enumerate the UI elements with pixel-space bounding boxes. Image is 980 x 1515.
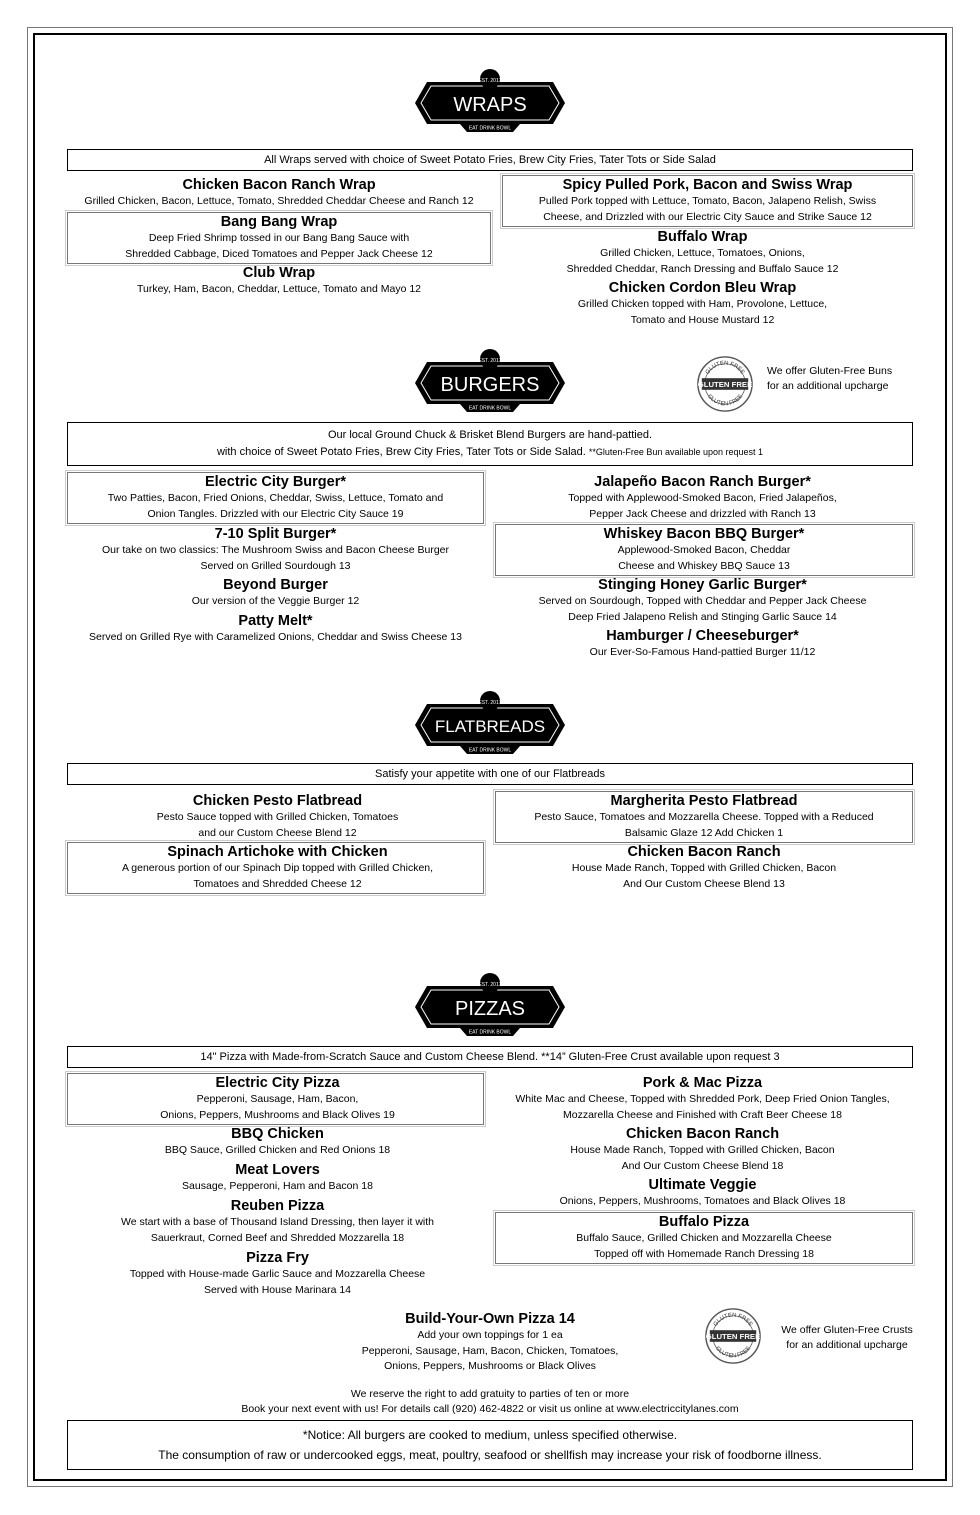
item-desc: Pesto Sauce, Tomatoes and Mozzarella Cheese. Topped with a Reduced <box>534 811 874 823</box>
item-title: Stinging Honey Garlic Burger* <box>598 577 807 593</box>
pizzas-logo-tagline: EAT DRINK BOWL <box>468 1029 512 1036</box>
burgers-logo-title: BURGERS <box>440 374 540 396</box>
item-desc: BBQ Sauce, Grilled Chicken and Red Onions 18 <box>164 1144 391 1156</box>
item-desc: Topped with Applewood-Smoked Bacon, Fried Jalapeños, <box>568 492 837 504</box>
wraps-item-chicken-bacon-ranch <box>67 177 491 210</box>
burgers-item-jalapeno-bacon-ranch <box>492 474 913 522</box>
gluten-free-badge-icon <box>704 1307 762 1365</box>
item-desc: Buffalo Sauce, Grilled Chicken and Mozzarella Cheese <box>576 1232 832 1244</box>
item-desc: A generous portion of our Spinach Dip topped with Grilled Chicken, <box>121 862 434 874</box>
gf-note-line: We offer Gluten-Free Crusts <box>781 1324 913 1336</box>
wraps-item-cordon-bleu <box>492 280 913 328</box>
footer-gratuity: We reserve the right to add gratuity to parties of ten or more <box>350 1388 630 1400</box>
item-title: Whiskey Bacon BBQ Burger* <box>603 526 805 542</box>
pizzas-banner-text: 14" Pizza with Made-from-Scratch Sauce and Custom Cheese Blend. **14” Gluten-Free Crust available upon request 3 <box>200 1050 780 1063</box>
burgers-item-stinging-honey-garlic <box>492 577 913 625</box>
item-desc: Applewood-Smoked Bacon, Cheddar <box>617 544 791 556</box>
item-desc: Onions, Peppers, Mushrooms or Black Olives <box>384 1360 596 1372</box>
item-title: Margherita Pesto Flatbread <box>610 793 798 809</box>
burgers-logo-tagline: EAT DRINK BOWL <box>468 405 512 412</box>
flatbreads-logo-year: 2017 <box>490 700 502 706</box>
gf-note-line: We offer Gluten-Free Buns <box>767 365 893 377</box>
wraps-banner <box>67 149 913 171</box>
wraps-logo <box>405 68 575 138</box>
pizzas-logo-title: PIZZAS <box>454 998 526 1020</box>
item-desc: White Mac and Cheese, Topped with Shredded Pork, Deep Fried Onion Tangles, <box>515 1093 890 1105</box>
item-desc: Topped off with Homemade Ranch Dressing 18 <box>594 1247 814 1260</box>
item-desc: Grilled Chicken, Lettuce, Tomatoes, Onions, <box>600 247 805 259</box>
item-title: BBQ Chicken <box>231 1126 324 1142</box>
footer-booking: Book your next event with us! For details call (920) 462-4822 or visit us online at www.electriccitylanes.com <box>241 1403 739 1415</box>
gf-ring-bottom: GLUTEN FREE <box>713 1345 753 1360</box>
item-title: Chicken Bacon Ranch <box>625 1126 780 1142</box>
item-desc: And Our Custom Cheese Blend 13 <box>623 877 785 890</box>
item-desc: Mozzarella Cheese and Finished with Craft Beer Cheese 18 <box>563 1108 842 1121</box>
item-title: Chicken Pesto Flatbread <box>192 793 363 809</box>
item-title: Jalapeño Bacon Ranch Burger* <box>594 474 811 490</box>
burgers-banner-line-2: with choice of Sweet Potato Fries, Brew City Fries, Tater Tots or Side Salad. <box>216 446 586 458</box>
item-title: Club Wrap <box>242 265 316 281</box>
item-title: Hamburger / Cheeseburger* <box>606 628 799 644</box>
item-title: Reuben Pizza <box>230 1198 325 1214</box>
item-title: Chicken Bacon Ranch <box>627 844 781 860</box>
item-title: Chicken Cordon Bleu Wrap <box>608 280 797 296</box>
item-desc: Add your own toppings for 1 ea <box>417 1329 563 1341</box>
gf-ring-top: GLUTEN FREE <box>712 1312 754 1328</box>
pizzas-item-electric-city <box>67 1075 488 1123</box>
item-title: Electric City Burger* <box>204 474 347 490</box>
flatbreads-item-chicken-bacon-ranch <box>495 844 913 892</box>
gf-note-line: for an additional upcharge <box>786 1339 908 1351</box>
burgers-logo-year: 2017 <box>490 358 502 364</box>
pizzas-logo <box>405 972 575 1042</box>
item-desc: Pepper Jack Cheese and drizzled with Ranch 13 <box>589 507 816 520</box>
item-desc: Two Patties, Bacon, Fried Onions, Cheddar, Swiss, Lettuce, Tomato and <box>107 492 444 504</box>
flatbreads-banner <box>67 763 913 785</box>
burgers-logo <box>405 348 575 418</box>
footer-notice-line-2: The consumption of raw or undercooked eggs, meat, poultry, seafood or shellfish may increase your risk of foodborne illness. <box>158 1448 822 1462</box>
flatbreads-logo-title: FLATBREADS <box>434 717 546 736</box>
gf-badge-label: GLUTEN FREE <box>697 379 753 389</box>
pizzas-banner <box>67 1046 913 1068</box>
flatbreads-item-chicken-pesto <box>67 793 488 841</box>
wraps-item-club <box>67 265 491 298</box>
item-desc: Onions, Peppers, Mushrooms and Black Olives 19 <box>160 1108 395 1121</box>
item-title: Pork & Mac Pizza <box>642 1075 763 1091</box>
gf-badge-label: GLUTEN FREE <box>705 1331 761 1341</box>
wraps-logo-est: EST. <box>478 78 490 84</box>
item-desc: Deep Fried Jalapeno Relish and Stinging Garlic Sauce 14 <box>568 610 837 623</box>
pizzas-item-ultimate-veggie <box>492 1177 913 1210</box>
pizzas-item-chicken-bacon-ranch <box>492 1126 913 1174</box>
gf-ring-bottom: GLUTEN FREE <box>705 393 745 408</box>
item-title: Pizza Fry <box>246 1250 309 1266</box>
item-title: Bang Bang Wrap <box>220 214 338 230</box>
item-desc: House Made Ranch, Topped with Grilled Chicken, Bacon <box>571 862 837 874</box>
burgers-item-beyond <box>67 577 484 610</box>
svg-text:EST. 2017 <box>478 700 501 706</box>
pizzas-item-reuben <box>67 1198 488 1246</box>
gf-ring-top: GLUTEN FREE <box>704 360 746 376</box>
item-desc: Our take on two classics: The Mushroom Swiss and Bacon Cheese Burger <box>101 544 450 556</box>
item-title: Meat Lovers <box>235 1162 320 1178</box>
item-desc: Tomato and House Mustard 12 <box>630 313 775 326</box>
item-desc: Pulled Pork topped with Lettuce, Tomato, Bacon, Jalapeno Relish, Swiss <box>538 195 877 207</box>
wraps-item-spicy-pulled-pork <box>502 177 913 225</box>
burgers-item-hamburger <box>492 628 913 661</box>
item-desc: We start with a base of Thousand Island Dressing, then layer it with <box>120 1216 435 1228</box>
item-desc: Shredded Cabbage, Diced Tomatoes and Pepper Jack Cheese 12 <box>125 247 433 260</box>
item-desc: Our version of the Veggie Burger 12 <box>191 595 360 607</box>
item-desc: and our Custom Cheese Blend 12 <box>198 826 357 839</box>
item-title: Chicken Bacon Ranch Wrap <box>182 177 376 193</box>
pizzas-item-pork-mac <box>492 1075 913 1123</box>
flatbreads-item-spinach-artichoke <box>67 844 488 892</box>
gluten-free-buns-note <box>767 364 892 394</box>
flatbreads-logo-est: EST. <box>478 700 490 706</box>
item-title: Buffalo Wrap <box>657 229 748 245</box>
item-desc: Grilled Chicken, Bacon, Lettuce, Tomato, Shredded Cheddar Cheese and Ranch 12 <box>84 195 474 207</box>
item-title: Beyond Burger <box>223 577 328 593</box>
gluten-free-crusts-note <box>772 1323 922 1353</box>
item-title: Patty Melt* <box>238 613 313 629</box>
item-desc: Cheese and Whiskey BBQ Sauce 13 <box>618 559 790 572</box>
pizzas-item-build-your-own <box>290 1311 690 1375</box>
item-title: Spinach Artichoke with Chicken <box>167 844 388 860</box>
burgers-item-whiskey-bbq <box>495 526 913 574</box>
burgers-item-electric-city <box>67 474 484 522</box>
flatbreads-logo-tagline: EAT DRINK BOWL <box>468 747 512 754</box>
burgers-item-patty-melt <box>67 613 484 646</box>
item-title: Spicy Pulled Pork, Bacon and Swiss Wrap <box>562 177 853 193</box>
burgers-banner-gf: **Gluten-Free Bun available upon request 1 <box>588 447 764 457</box>
footer-notice-line-1: *Notice: All burgers are cooked to medium, unless specified otherwise. <box>302 1428 678 1442</box>
item-desc: Shredded Cheddar, Ranch Dressing and Buffalo Sauce 12 <box>566 262 839 275</box>
footer-notice-box <box>67 1420 913 1470</box>
wraps-logo-tagline: EAT DRINK BOWL <box>468 125 512 132</box>
item-desc: Served on Grilled Rye with Caramelized Onions, Cheddar and Swiss Cheese 13 <box>89 631 462 643</box>
svg-text:EST. 2017 <box>478 78 501 84</box>
item-desc: Onions, Peppers, Mushrooms, Tomatoes and Black Olives 18 <box>559 1195 846 1207</box>
wraps-logo-title: WRAPS <box>453 94 527 116</box>
svg-text:EST. 2017 <box>478 982 501 988</box>
wraps-item-bang-bang <box>67 214 491 262</box>
item-desc: Sauerkraut, Corned Beef and Shredded Mozzarella 18 <box>150 1231 405 1244</box>
item-desc: House Made Ranch, Topped with Grilled Chicken, Bacon <box>570 1144 835 1156</box>
item-desc: Served with House Marinara 14 <box>203 1283 352 1296</box>
item-desc: Sausage, Pepperoni, Ham and Bacon 18 <box>182 1180 373 1192</box>
pizzas-item-bbq-chicken <box>67 1126 488 1159</box>
burgers-banner <box>67 422 913 466</box>
pizzas-item-pizza-fry <box>67 1250 488 1298</box>
item-desc: Served on Sourdough, Topped with Cheddar and Pepper Jack Cheese <box>538 595 867 607</box>
wraps-logo-year: 2017 <box>490 78 502 84</box>
item-title: 7-10 Split Burger* <box>214 526 337 542</box>
wraps-item-buffalo <box>492 229 913 277</box>
item-desc: And Our Custom Cheese Blend 18 <box>621 1159 784 1172</box>
footer-info <box>67 1387 913 1417</box>
wraps-banner-text: All Wraps served with choice of Sweet Potato Fries, Brew City Fries, Tater Tots or Side Salad <box>264 153 716 166</box>
item-title: Ultimate Veggie <box>648 1177 757 1193</box>
item-desc: Deep Fried Shrimp tossed in our Bang Bang Sauce with <box>148 232 410 244</box>
pizzas-item-meat-lovers <box>67 1162 488 1195</box>
item-desc: Pepperoni, Sausage, Ham, Bacon, <box>196 1093 359 1105</box>
item-desc: Onion Tangles. Drizzled with our Electric City Sauce 19 <box>147 507 404 520</box>
item-desc: Served on Grilled Sourdough 13 <box>200 559 351 572</box>
item-desc: Our Ever-So-Famous Hand-pattied Burger 11/12 <box>589 646 816 658</box>
item-title: Electric City Pizza <box>215 1075 340 1091</box>
burgers-logo-est: EST. <box>478 358 490 364</box>
svg-text:EST. 2017 <box>478 358 501 364</box>
item-title: Buffalo Pizza <box>658 1214 750 1230</box>
item-desc: Grilled Chicken topped with Ham, Provolone, Lettuce, <box>577 298 828 310</box>
item-title: Build-Your-Own Pizza 14 <box>405 1311 575 1327</box>
item-desc: Pepperoni, Sausage, Ham, Bacon, Chicken, Tomatoes, <box>361 1344 619 1357</box>
item-desc: Balsamic Glaze 12 Add Chicken 1 <box>624 826 784 839</box>
item-desc: Topped with House-made Garlic Sauce and Mozzarella Cheese <box>129 1268 426 1280</box>
item-desc: Turkey, Ham, Bacon, Cheddar, Lettuce, Tomato and Mayo 12 <box>136 283 422 295</box>
flatbreads-logo <box>405 690 575 760</box>
pizzas-item-buffalo <box>495 1214 913 1262</box>
item-desc: Pesto Sauce topped with Grilled Chicken, Tomatoes <box>156 811 399 823</box>
gf-note-line: for an additional upcharge <box>767 380 889 392</box>
burgers-item-7-10-split <box>67 526 484 574</box>
item-desc: Cheese, and Drizzled with our Electric City Sauce and Strike Sauce 12 <box>543 210 872 223</box>
gluten-free-badge-icon <box>696 355 754 413</box>
pizzas-logo-est: EST. <box>478 982 490 988</box>
burgers-banner-line-1: Our local Ground Chuck & Brisket Blend Burgers are hand-pattied. <box>327 429 653 441</box>
flatbreads-banner-text: Satisfy your appetite with one of our Flatbreads <box>375 767 605 780</box>
item-desc: Tomatoes and Shredded Cheese 12 <box>193 877 362 890</box>
pizzas-logo-year: 2017 <box>490 982 502 988</box>
flatbreads-item-margherita-pesto <box>495 793 913 841</box>
